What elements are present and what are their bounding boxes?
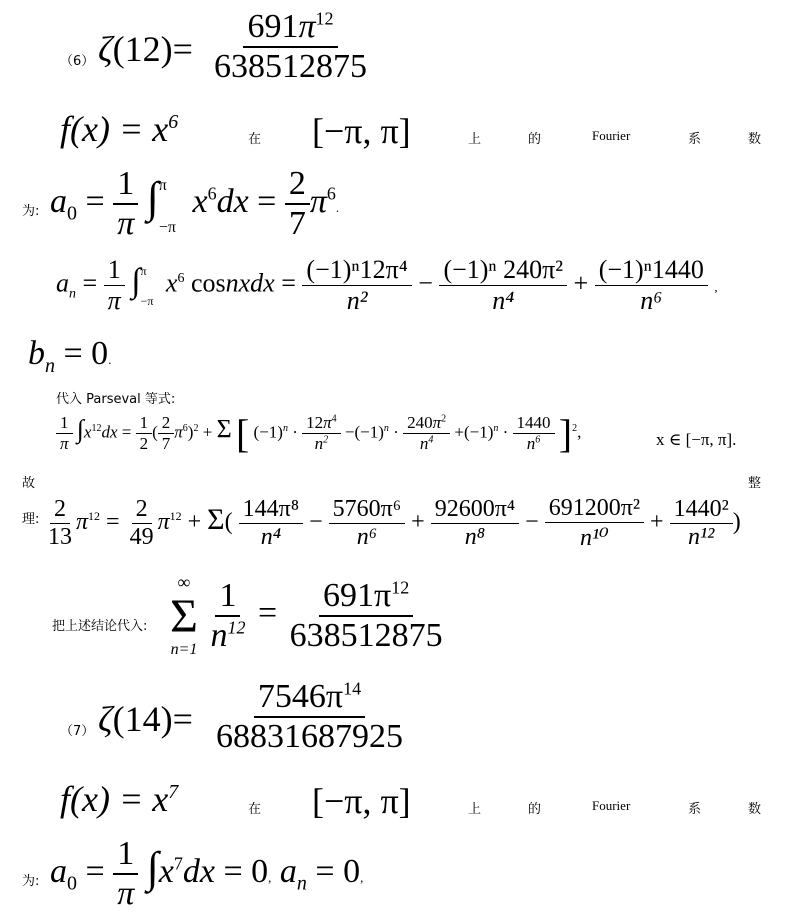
fourier6-wei: 为: xyxy=(22,204,40,219)
fourier6-text-de: 的 xyxy=(528,132,542,147)
zeta-12-lhs: ζ(12)= xyxy=(98,29,193,69)
fourier6-text-xi: 系 xyxy=(688,132,702,147)
fourier6-a0-formula: $a_0$ = $\frac{1}{\pi}$ ∫$^\pi_{-\pi}$ $x^6dx$ = $\frac{2}{7}$ $\pi^6$. xyxy=(50,165,340,242)
fourier6-an-formula: $a_n$ = $\frac{1}{\pi}$ ∫$^\pi_{-\pi}$ $x^6$ cosnxdx = $\frac{\text{(−1)ⁿ12π⁴}}{\text{n²}}$ − $\frac{\text{(−1)ⁿ 240π²}}{\text{n⁴}}$ + $\frac{\text{(−1)ⁿ1440}}{\text{n⁶}}$ , xyxy=(56,255,718,315)
fourier6-text-shu: 数 xyxy=(748,132,762,147)
parseval-range: x ∈ [−π, π]. xyxy=(656,430,737,449)
parseval-intro: 代入 Parseval 等式: xyxy=(56,392,176,407)
zeta-12-result: $\frac{691\pi^{12}}{638512875}$ xyxy=(214,8,367,85)
zeta-14-result: $\frac{7546\pi^{14}}{68831687925}$ xyxy=(216,678,403,755)
text-gu: 故 xyxy=(22,476,36,491)
conclusion-formula: ∞ Σ n=1 $\frac{1}{n^{12}}$ = $\frac{691\pi^{12}}{638512875}$ xyxy=(170,572,443,658)
simplified-formula: $\frac{2}{13}$ $\pi^{12}$ = $\frac{2}{49}$ $\pi^{12} + \Sigma$( $\frac{\text{144π⁸}}{\text{n⁴}}$ − $\frac{\text{5760π⁶}}{\text{n⁶}}$ + $\frac{\text{92600π⁴}}{\text{n⁸}}$ − $\frac{\text{691200π²}}{\text{n¹⁰}}$ + $\frac{\text{1440²}}{\text{n¹²}}$ ) xyxy=(48,495,741,551)
fourier7-wei: 为: xyxy=(22,874,40,889)
fourier6-text-shang: 上 xyxy=(468,132,482,147)
parseval-formula: $\frac{1}{\pi}$ $\int x^{12}dx$ = $\frac{1}{2}$ ( $\frac{2}{7}$ $\pi^6)^2 + \Sigma$ [ $(-1)^n$ · $\frac{12\pi^4}{n^2}$ $-(-1)^n$ · $\frac{240\pi^2}{n^4}$ $+(-1)^n$ · $\frac{1440}{n^6}$ ]$^2$, xyxy=(56,410,581,457)
text-li: 理: xyxy=(22,512,40,527)
item-6-label: （6） xyxy=(60,54,95,69)
fourier7-text-zai: 在 xyxy=(248,802,262,817)
conclusion-intro: 把上述结论代入: xyxy=(52,619,148,634)
fourier7-function: $f(x) = x^7$ xyxy=(60,779,179,819)
fourier6-interval: [−π, π] xyxy=(312,111,411,151)
fourier7-text-de: 的 xyxy=(528,802,542,817)
fourier7-text-xi: 系 xyxy=(688,802,702,817)
fourier6-text-fourier: Fourier xyxy=(592,128,631,143)
fourier7-text-fourier: Fourier xyxy=(592,798,631,813)
fourier6-bn: $b_n = 0$. xyxy=(28,335,112,377)
item-7-label: （7） xyxy=(60,724,95,739)
fourier6-text-zai: 在 xyxy=(248,132,262,147)
fourier7-interval: [−π, π] xyxy=(312,781,411,821)
zeta-14-lhs: ζ(14)= xyxy=(98,699,193,739)
fourier7-text-shu: 数 xyxy=(748,802,762,817)
fourier6-function: $f(x) = x^6$ xyxy=(60,109,179,149)
fourier7-text-shang: 上 xyxy=(468,802,482,817)
fourier7-a0-formula: $a_0$ = $\frac{1}{\pi}$ $\int x^7dx = 0$, $a_n = 0$, xyxy=(50,835,364,912)
text-zheng: 整 xyxy=(748,476,762,491)
